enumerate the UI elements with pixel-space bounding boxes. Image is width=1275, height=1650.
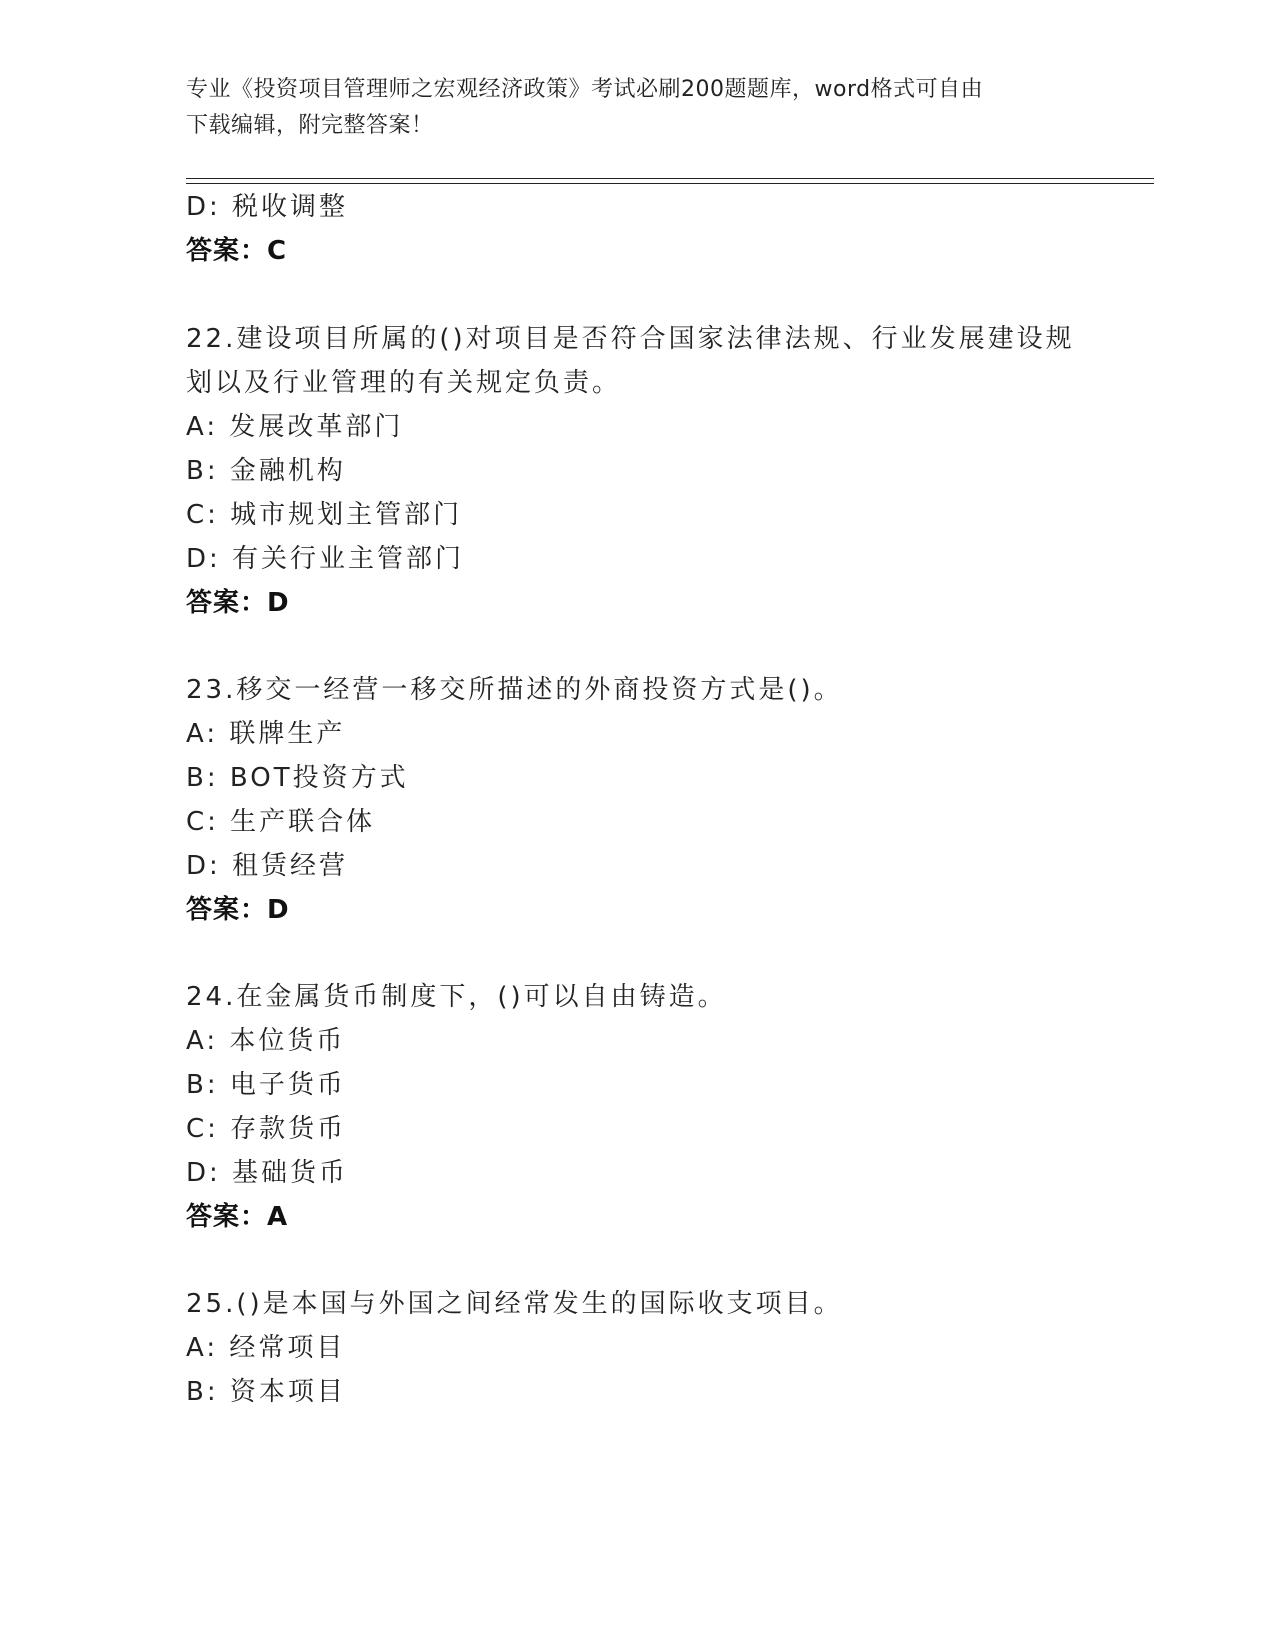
q22-stem-line-1: 22.建设项目所属的()对项目是否符合国家法律法规、行业发展建设规: [186, 324, 1075, 354]
q23-option-b: B: BOT投资方式: [186, 763, 409, 793]
q22-option-d: D: 有关行业主管部门: [186, 544, 465, 574]
q22-option-a: A: 发展改革部门: [186, 412, 404, 442]
q24-option-b: B: 电子货币: [186, 1070, 346, 1100]
q25-option-a: A: 经常项目: [186, 1333, 346, 1363]
q24-option-d: D: 基础货币: [186, 1158, 349, 1188]
q24-option-c: C: 存款货币: [186, 1114, 347, 1144]
q22-answer: 答案：D: [186, 588, 290, 618]
q22-option-b: B: 金融机构: [186, 456, 346, 486]
header-line-2: 下载编辑，附完整答案！: [186, 113, 434, 138]
q24-answer: 答案：A: [186, 1202, 289, 1232]
q24-option-a: A: 本位货币: [186, 1026, 346, 1056]
q21-answer: 答案：C: [186, 236, 288, 266]
q25-option-b: B: 资本项目: [186, 1377, 346, 1407]
header-rule-bottom: [186, 183, 1154, 184]
q23-stem-line-1: 23.移交一经营一移交所描述的外商投资方式是()。: [186, 675, 843, 705]
q25-stem-line-1: 25.()是本国与外国之间经常发生的国际收支项目。: [186, 1289, 843, 1319]
q22-option-c: C: 城市规划主管部门: [186, 500, 463, 530]
q22-stem-line-2: 划以及行业管理的有关规定负责。: [186, 368, 622, 398]
q23-option-c: C: 生产联合体: [186, 807, 376, 837]
header-line-1: 专业《投资项目管理师之宏观经济政策》考试必刷200题题库，word格式可自由: [186, 77, 984, 102]
q24-stem-line-1: 24.在金属货币制度下，()可以自由铸造。: [186, 982, 727, 1012]
header-rule-top: [186, 178, 1154, 179]
q21-option-d: D: 税收调整: [186, 192, 349, 222]
q23-option-d: D: 租赁经营: [186, 851, 349, 881]
document-header: [186, 72, 1086, 144]
q23-option-a: A: 联牌生产: [186, 719, 346, 749]
q23-answer: 答案：D: [186, 895, 290, 925]
